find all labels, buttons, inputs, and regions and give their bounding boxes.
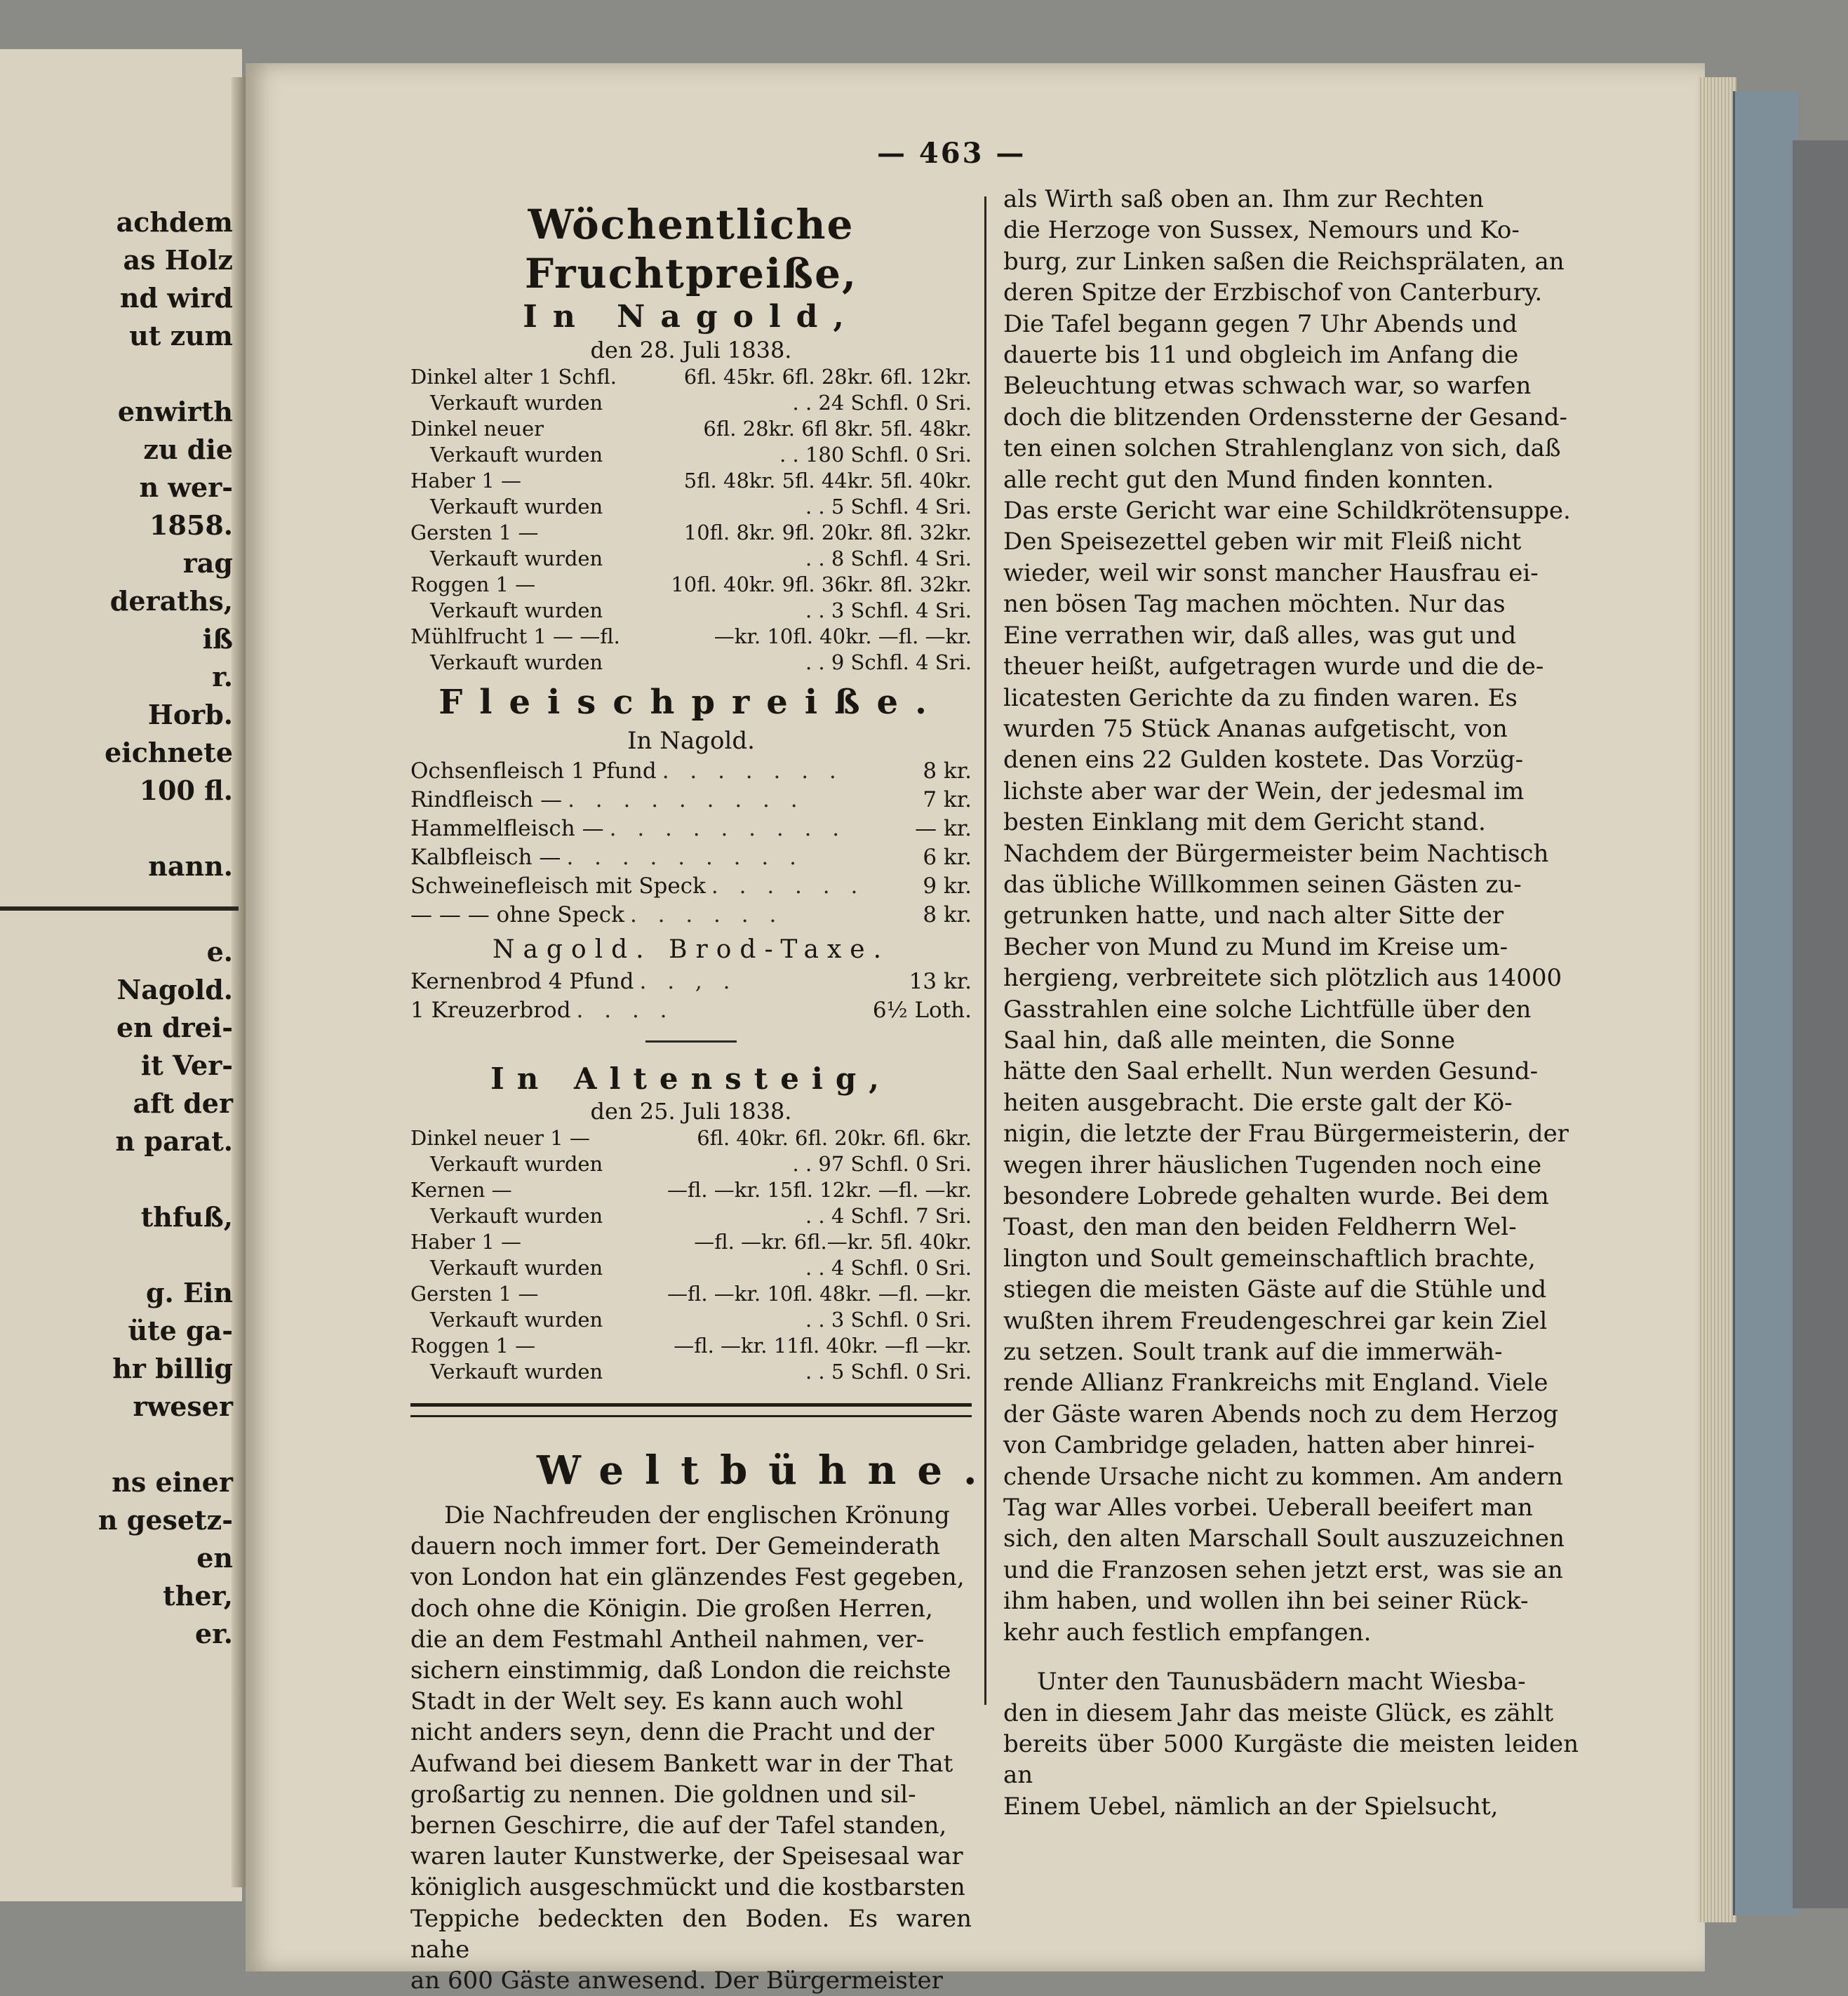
bread-price-table xyxy=(410,967,972,1025)
row-value: 6fl. 40kr. 6fl. 20kr. 6fl. 6kr. xyxy=(697,1126,972,1150)
price-row xyxy=(410,1281,972,1307)
left-page-gap xyxy=(0,1160,239,1198)
sold-quantity-row xyxy=(410,494,972,520)
row-value: 8 kr. xyxy=(923,902,972,927)
row-label: Verkauft wurden xyxy=(430,1360,603,1384)
row-value: 8 kr. xyxy=(923,758,972,784)
left-page-line: nd wird xyxy=(119,282,233,314)
row-label: Hammelfleisch — xyxy=(410,816,604,841)
sold-quantity-row xyxy=(410,1151,972,1177)
price-row xyxy=(410,416,972,442)
price-row xyxy=(410,1229,972,1255)
left-page-line: ns einer xyxy=(112,1466,233,1498)
row-label: Verkauft wurden xyxy=(430,650,603,674)
leader-dots: . . . . . . xyxy=(711,873,865,899)
price-row xyxy=(410,786,972,815)
background-surface xyxy=(1793,140,1848,1908)
left-page-line: 100 fl. xyxy=(139,775,233,806)
left-page-line: er. xyxy=(195,1618,233,1649)
left-page-line: iß xyxy=(202,623,233,655)
left-page-line: eichnete xyxy=(105,737,233,768)
page-edges xyxy=(1698,77,1736,1922)
row-value: 6½ Loth. xyxy=(872,998,972,1023)
row-label: Haber 1 — xyxy=(410,1230,522,1254)
price-row xyxy=(410,624,972,650)
section-double-rule xyxy=(410,1403,972,1417)
row-value: —fl. —kr. 6fl.—kr. 5fl. 40kr. xyxy=(694,1230,972,1254)
paragraph-gap xyxy=(1003,1648,1579,1666)
row-value: . . 180 Schfl. 0 Sri. xyxy=(779,443,972,467)
weltbuehne-paragraph-2: als Wirth saß oben an. Ihm zur Rechten die Herzoge von Sussex, Nemours und Ko- burg, zur Linken saßen die Reichsprälaten, an deren Spitze der Erzbischof von Canterbury. Die Tafel begann gegen 7 Uhr Abends und dauerte bis 11 und obgleich im Anfang die Beleuchtung etwas schwach war, so warfen doch die blitzenden Ordenssterne der Gesand- ten einen solchen Strahlenglanz von sich, daß alle recht gut den Mund finden konnten. Das erste Gericht war eine Schildkrötensuppe. Den Speisezettel geben wir mit Fleiß nicht wieder, weil wir sonst mancher Hausfrau ei- nen bösen Tag machen möchten. Nur das Eine verrathen wir, daß alles, was gut und theuer heißt, aufgetragen wurde und die de- licatesten Gerichte da zu finden waren. Es wurden 75 Stück Ananas aufgetischt, von denen eins 22 Gulden kostete. Das Vorzüg- lichste aber war der Wein, der jedesmal im besten Einklang mit dem Gericht stand. Nachdem der Bürgermeister beim Nachtisch das übliche Willkommen seinen Gästen zu- getrunken hatte, und nach alter Sitte der Becher von Mund zu Mund im Kreise um- hergieng, verbreitete sich plötzlich aus 14000 Gasstrahlen eine solche Lichtfülle über den Saal hin, daß alle meinten, die Sonne hätte den Saal erhellt. Nun werden Gesund- heiten ausgebracht. Die erste galt der Kö- nigin, die letzte der Frau Bürgermeisterin, der wegen ihrer häuslichen Tugenden noch eine besondere Lobrede gehalten wurde. Bei dem Toast, den man den beiden Feldherrn Wel- lington und Soult gemeinschaftlich brachte, stiegen die meisten Gäste auf die Stühle und wußten ihrem Freudengeschrei gar kein Ziel zu setzen. Soult trank auf die immerwäh- rende Allianz Frankreichs mit England. Viele der Gäste waren Abends noch zu dem Herzog von Cambridge geladen, hatten aber hinrei- chende Ursache nicht zu kommen. Am andern Tag war Alles vorbei. Ueberall beeifert man sich, den alten Marschall Soult auszuzeichnen und die Franzosen sehen jetzt erst, was sie an ihm haben, und wollen ihn bei seiner Rück- kehr auch festlich empfangen. xyxy=(1003,185,1571,1647)
row-label: Haber 1 — xyxy=(410,469,522,493)
leader-dots: . . . . . . . . . xyxy=(568,787,805,812)
row-label: Verkauft wurden xyxy=(430,1308,603,1332)
left-page-line: Nagold. xyxy=(116,974,233,1005)
left-page-line: aft der xyxy=(133,1087,233,1119)
row-label: Verkauft wurden xyxy=(430,1204,603,1228)
left-page-line: n parat. xyxy=(115,1125,233,1157)
row-value: —fl. —kr. 15fl. 12kr. —fl. —kr. xyxy=(667,1178,972,1202)
row-value: . . 4 Schfl. 0 Sri. xyxy=(805,1256,972,1280)
sold-quantity-row xyxy=(410,1203,972,1229)
weltbuehne-paragraph-1: Die Nachfreuden der englischen Krönung dauern noch immer fort. Der Gemeinderath von London hat ein glänzendes Fest gegeben, doch ohne die Königin. Die großen Herren, die an dem Festmahl Antheil nahmen, ver- sichern einstimmig, daß London die reichste Stadt in der Welt sey. Es kann auch wohl nicht anders seyn, denn die Pracht und der Aufwand bei diesem Bankett war in der That großartig zu nennen. Die goldnen und sil- bernen Geschirre, die auf der Tafel standen, waren lauter Kunstwerke, der Speisesaal war königlich ausgeschmückt und die kostbarsten Teppiche bedeckten den Boden. Es waren nahe an 600 Gäste anwesend. Der Bürgermeister xyxy=(410,1501,972,1995)
price-row xyxy=(410,364,972,390)
row-label: Roggen 1 — xyxy=(410,572,536,596)
left-page-gap xyxy=(0,1236,239,1274)
section-rule xyxy=(645,1040,737,1043)
price-row xyxy=(410,468,972,494)
left-page-line: n wer- xyxy=(139,471,233,503)
row-value: 6 kr. xyxy=(923,845,972,870)
row-label: Verkauft wurden xyxy=(430,495,603,518)
left-page-text xyxy=(0,203,239,1653)
sold-quantity-row xyxy=(410,1359,972,1385)
sold-quantity-row xyxy=(410,650,972,676)
row-label: Mühlfrucht 1 — —fl. xyxy=(410,624,620,648)
nagold-price-table xyxy=(410,364,972,676)
left-page-line: ther, xyxy=(163,1580,233,1612)
row-label: — — — ohne Speck xyxy=(410,902,624,927)
row-label: Gersten 1 — xyxy=(410,521,539,544)
row-value: 7 kr. xyxy=(923,787,972,812)
row-value: 13 kr. xyxy=(909,969,972,994)
leader-dots: . . . . . . . . . xyxy=(566,845,803,870)
row-label: Verkauft wurden xyxy=(430,1152,603,1176)
left-page-line: hr billig xyxy=(112,1353,233,1384)
row-value: . . 3 Schfl. 0 Sri. xyxy=(805,1308,972,1332)
sold-quantity-row xyxy=(410,546,972,572)
row-label: Verkauft wurden xyxy=(430,547,603,570)
left-page-line: ut zum xyxy=(129,320,233,351)
sold-quantity-row xyxy=(410,390,972,416)
nagold-heading: In Nagold, xyxy=(523,299,859,335)
altensteig-date: den 25. Juli 1838. xyxy=(590,1098,792,1125)
leader-dots: . . . . . . . . . xyxy=(609,816,847,841)
row-label: Verkauft wurden xyxy=(430,1256,603,1280)
meat-prices-heading: Fleischpreiße. xyxy=(438,683,944,722)
price-row xyxy=(410,872,972,901)
page-number: — 463 — xyxy=(877,137,1026,170)
row-label: Verkauft wurden xyxy=(430,443,603,467)
left-page-line: Horb. xyxy=(147,699,233,730)
left-page-rule xyxy=(0,906,239,911)
row-value: 5fl. 48kr. 5fl. 44kr. 5fl. 40kr. xyxy=(683,469,972,493)
meat-price-table xyxy=(410,757,972,930)
row-value: — kr. xyxy=(915,816,972,841)
row-value: . . 5 Schfl. 4 Sri. xyxy=(805,495,972,518)
price-row xyxy=(410,1125,972,1151)
leader-dots: . . , . xyxy=(639,969,737,994)
row-label: Rindfleisch — xyxy=(410,787,563,812)
left-page-line: 1858. xyxy=(149,509,233,541)
left-page-line: thfuß, xyxy=(140,1201,233,1233)
row-label: Verkauft wurden xyxy=(430,391,603,415)
price-row xyxy=(410,1177,972,1203)
meat-prices-place: In Nagold. xyxy=(627,727,755,755)
left-page-line: üte ga- xyxy=(128,1315,233,1346)
left-page-line: rweser xyxy=(133,1391,233,1422)
bread-tax-heading: Nagold. Brod-Taxe. xyxy=(492,935,890,964)
row-value: . . 24 Schfl. 0 Sri. xyxy=(792,391,972,415)
row-label: Verkauft wurden xyxy=(430,598,603,622)
left-page-line: n gesetz- xyxy=(98,1504,233,1536)
row-label: Roggen 1 — xyxy=(410,1334,536,1358)
left-column xyxy=(410,200,998,1996)
row-label: Dinkel alter 1 Schfl. xyxy=(410,365,617,389)
row-label: Dinkel neuer xyxy=(410,417,544,441)
price-row xyxy=(410,967,972,996)
left-page-gap xyxy=(0,810,239,848)
left-page-line: it Ver- xyxy=(140,1050,233,1081)
row-label: Kalbfleisch — xyxy=(410,845,561,870)
row-value: —kr. 10fl. 40kr. —fl. —kr. xyxy=(714,624,972,648)
weltbuehne-paragraph-3: Unter den Taunusbädern macht Wiesba- den in diesem Jahr das meiste Glück, es zählt bereits über 5000 Kurgäste die meisten leiden an Einem Uebel, nämlich an der Spielsucht, xyxy=(1003,1668,1579,1821)
right-column xyxy=(1003,184,1579,1822)
price-row xyxy=(410,520,972,546)
row-value: . . 3 Schfl. 4 Sri. xyxy=(805,598,972,622)
left-page-line: rag xyxy=(182,547,233,579)
row-value: 9 kr. xyxy=(923,873,972,899)
price-row xyxy=(410,815,972,843)
price-row xyxy=(410,901,972,930)
row-value: . . 5 Schfl. 0 Sri. xyxy=(805,1360,972,1384)
sold-quantity-row xyxy=(410,1255,972,1281)
sold-quantity-row xyxy=(410,442,972,468)
row-label: Kernen — xyxy=(410,1178,512,1202)
left-page-line: achdem xyxy=(116,206,233,238)
left-page-line: r. xyxy=(212,661,233,692)
leader-dots: . . . . . . xyxy=(629,902,784,927)
row-value: . . 97 Schfl. 0 Sri. xyxy=(792,1152,972,1176)
row-label: Dinkel neuer 1 — xyxy=(410,1126,590,1150)
row-value: 6fl. 28kr. 6fl 8kr. 5fl. 48kr. xyxy=(703,417,972,441)
row-value: 10fl. 40kr. 9fl. 36kr. 8fl. 32kr. xyxy=(671,572,972,596)
row-value: . . 9 Schfl. 4 Sri. xyxy=(805,650,972,674)
row-value: 6fl. 45kr. 6fl. 28kr. 6fl. 12kr. xyxy=(683,365,972,389)
sold-quantity-row xyxy=(410,1307,972,1333)
row-value: —fl. —kr. 10fl. 48kr. —fl. —kr. xyxy=(667,1282,972,1306)
row-label: Kernenbrod 4 Pfund xyxy=(410,969,634,994)
nagold-date: den 28. Juli 1838. xyxy=(590,337,792,363)
leader-dots: . . . . xyxy=(576,998,674,1023)
left-page-line: e. xyxy=(206,936,233,967)
row-label: Schweinefleisch mit Speck xyxy=(410,873,706,899)
price-row xyxy=(410,843,972,872)
altensteig-price-table xyxy=(410,1125,972,1385)
row-label: Ochsenfleisch 1 Pfund xyxy=(410,758,657,784)
row-value: . . 8 Schfl. 4 Sri. xyxy=(805,547,972,570)
altensteig-heading: In Altensteig, xyxy=(490,1061,892,1096)
row-label: Gersten 1 — xyxy=(410,1282,539,1306)
row-value: —fl. —kr. 11fl. 40kr. —fl —kr. xyxy=(674,1334,972,1358)
left-page-line: g. Ein xyxy=(145,1277,233,1308)
left-page-line: nann. xyxy=(148,850,233,882)
row-value: . . 4 Schfl. 7 Sri. xyxy=(805,1204,972,1228)
left-page-line: enwirth xyxy=(117,396,233,427)
row-value: 10fl. 8kr. 9fl. 20kr. 8fl. 32kr. xyxy=(683,521,972,544)
fruit-prices-title: Wöchentliche Fruchtpreiße, xyxy=(524,201,858,297)
sold-quantity-row xyxy=(410,598,972,624)
weltbuehne-heading: Weltbühne. xyxy=(537,1447,998,1494)
left-page-line: zu die xyxy=(143,434,233,465)
left-page-line: as Holz xyxy=(123,244,233,276)
price-row xyxy=(410,996,972,1025)
book-cover-edge xyxy=(1733,91,1798,1915)
price-row xyxy=(410,1333,972,1359)
left-page-line: en xyxy=(196,1542,233,1574)
left-page-line: en drei- xyxy=(116,1012,233,1043)
leader-dots: . . . . . . . xyxy=(662,758,843,784)
left-page-line: deraths, xyxy=(109,585,233,617)
left-page-gap xyxy=(0,1426,239,1463)
price-row xyxy=(410,572,972,598)
left-page-gap xyxy=(0,355,239,393)
price-row xyxy=(410,757,972,786)
row-label: 1 Kreuzerbrod xyxy=(410,998,571,1023)
